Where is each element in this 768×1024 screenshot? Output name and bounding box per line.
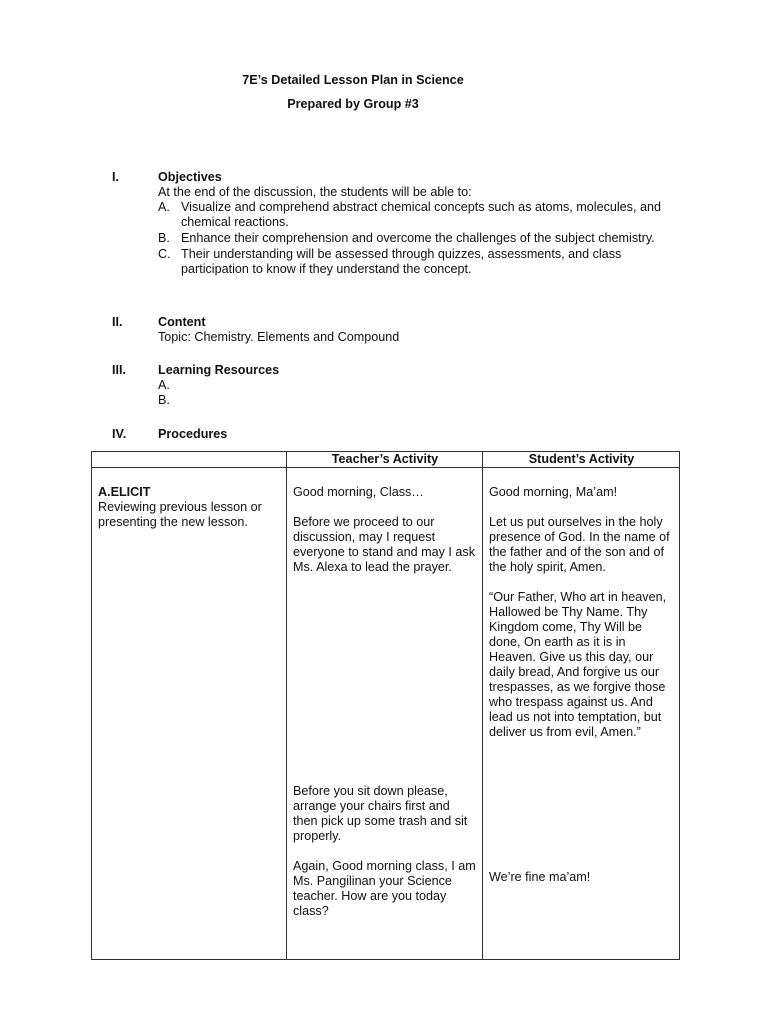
table-header-row (92, 452, 680, 468)
teacher-line: Before you sit down please, arrange your chairs first and then pick up some trash and sit properly. (293, 784, 468, 843)
student-activity-cell (483, 468, 680, 960)
section-heading-procedures: Procedures (158, 427, 228, 441)
list-item: B. Enhance their comprehension and overcome the challenges of the subject chemistry. (158, 231, 655, 245)
section-heading-objectives: Objectives (158, 170, 222, 184)
header-student-activity: Student’s Activity (483, 452, 680, 468)
phase-title: A.ELICIT (98, 485, 151, 499)
objectives-list (158, 200, 683, 277)
section-numeral-procedures: IV. (112, 427, 127, 441)
header-teacher-activity: Teacher’s Activity (287, 452, 483, 468)
teacher-line: Good morning, Class… (293, 485, 424, 499)
student-line: Good morning, Ma’am! (489, 485, 618, 499)
list-item: A. Visualize and comprehend abstract chemical concepts such as atoms, molecules, and chemical reactions. (158, 200, 661, 229)
section-heading-content: Content (158, 315, 206, 329)
teacher-activity-cell (287, 468, 483, 960)
phase-cell (92, 468, 287, 960)
student-line: Let us put ourselves in the holy presence of God. In the name of the father and of the son and of the holy spirit, Amen. (489, 515, 670, 574)
teacher-line: Before we proceed to our discussion, may I request everyone to stand and may I ask Ms. Alexa to lead the prayer. (293, 515, 476, 574)
teacher-line: Again, Good morning class, I am Ms. Pangilinan your Science teacher. How are you today class? (293, 859, 476, 918)
resource-item-a: A. (158, 378, 170, 392)
section-content (158, 315, 698, 345)
section-resources (158, 363, 698, 408)
header-phase (92, 452, 287, 468)
table-row (92, 468, 680, 960)
section-numeral-objectives: I. (112, 170, 119, 184)
list-item: C. Their understanding will be assessed through quizzes, assessments, and class participation to know if they understand the concept. (158, 247, 622, 276)
section-numeral-resources: III. (112, 363, 126, 377)
student-line: “Our Father, Who art in heaven, Hallowed be Thy Name. Thy Kingdom come, Thy Will be done, On earth as it is in Heaven. Give us this day, our daily bread, And forgive us our trespasses, as we forgive those who trespass against us. And lead us not into temptation, but deliver us from evil, Amen.” (489, 590, 667, 739)
section-numeral-content: II. (112, 315, 123, 329)
document-title: 7E’s Detailed Lesson Plan in Science (242, 73, 464, 87)
section-objectives (158, 170, 683, 277)
content-topic: Topic: Chemistry. Elements and Compound (158, 330, 400, 344)
prepared-by: Prepared by Group #3 (287, 97, 419, 111)
phase-description: Reviewing previous lesson or presenting the new lesson. (98, 500, 262, 529)
procedures-table (91, 451, 680, 960)
resource-item-b: B. (158, 393, 170, 407)
student-line: We’re fine ma’am! (489, 870, 591, 884)
objectives-intro: At the end of the discussion, the students will be able to: (158, 185, 472, 199)
section-heading-resources: Learning Resources (158, 363, 280, 377)
